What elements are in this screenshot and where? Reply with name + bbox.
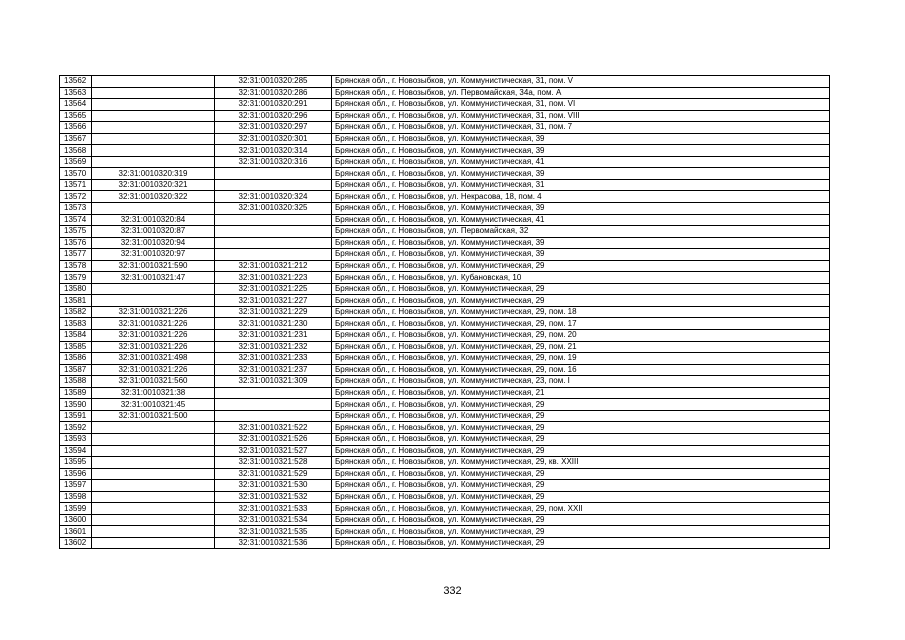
table-row [60, 445, 830, 457]
cadastral-number-cell [215, 168, 332, 180]
address-cell: Брянская обл., г. Новозыбков, ул. Коммунистическая, 29, пом. 18 [332, 306, 830, 318]
address-cell: Брянская обл., г. Новозыбков, ул. Коммунистическая, 29 [332, 260, 830, 272]
address-cell: Брянская обл., г. Новозыбков, ул. Коммунистическая, 31, пом. VI [332, 99, 830, 111]
cadastral-number-cell: 32:31:0010320:301 [215, 133, 332, 145]
table-row [60, 191, 830, 203]
row-number-cell: 13601 [60, 526, 92, 538]
table-row [60, 364, 830, 376]
cadastral-number-cell [215, 226, 332, 238]
cadastral-number-cell: 32:31:0010321:233 [215, 353, 332, 365]
parent-cadastral-number-cell [92, 133, 215, 145]
row-number-cell: 13592 [60, 422, 92, 434]
table-row [60, 99, 830, 111]
table-row [60, 387, 830, 399]
cadastral-number-cell: 32:31:0010321:227 [215, 295, 332, 307]
table-row [60, 145, 830, 157]
cadastral-number-cell: 32:31:0010320:297 [215, 122, 332, 134]
cadastral-number-cell: 32:31:0010321:223 [215, 272, 332, 284]
address-cell: Брянская обл., г. Новозыбков, ул. Коммунистическая, 29 [332, 399, 830, 411]
cadastral-number-cell: 32:31:0010320:286 [215, 87, 332, 99]
table-row [60, 156, 830, 168]
address-cell: Брянская обл., г. Новозыбков, ул. Коммунистическая, 29 [332, 295, 830, 307]
parent-cadastral-number-cell [92, 295, 215, 307]
parent-cadastral-number-cell: 32:31:0010321:500 [92, 410, 215, 422]
row-number-cell: 13587 [60, 364, 92, 376]
address-cell: Брянская обл., г. Новозыбков, ул. Коммунистическая, 39 [332, 203, 830, 215]
table-row [60, 168, 830, 180]
row-number-cell: 13584 [60, 330, 92, 342]
table-row [60, 318, 830, 330]
address-cell: Брянская обл., г. Новозыбков, ул. Коммунистическая, 21 [332, 387, 830, 399]
cadastral-number-cell: 32:31:0010321:231 [215, 330, 332, 342]
cadastral-number-cell: 32:31:0010320:324 [215, 191, 332, 203]
parent-cadastral-number-cell [92, 156, 215, 168]
table-row [60, 514, 830, 526]
row-number-cell: 13576 [60, 237, 92, 249]
parent-cadastral-number-cell: 32:31:0010321:226 [92, 330, 215, 342]
address-cell: Брянская обл., г. Новозыбков, ул. Коммунистическая, 29 [332, 537, 830, 549]
table-row [60, 295, 830, 307]
parent-cadastral-number-cell: 32:31:0010320:87 [92, 226, 215, 238]
address-cell: Брянская обл., г. Новозыбков, ул. Коммунистическая, 23, пом. I [332, 376, 830, 388]
cadastral-number-cell: 32:31:0010321:528 [215, 457, 332, 469]
parent-cadastral-number-cell: 32:31:0010320:321 [92, 179, 215, 191]
address-cell: Брянская обл., г. Новозыбков, ул. Коммунистическая, 29 [332, 422, 830, 434]
address-cell: Брянская обл., г. Новозыбков, ул. Коммунистическая, 29, пом. 16 [332, 364, 830, 376]
row-number-cell: 13591 [60, 410, 92, 422]
parent-cadastral-number-cell [92, 537, 215, 549]
address-cell: Брянская обл., г. Новозыбков, ул. Коммунистическая, 39 [332, 168, 830, 180]
parent-cadastral-number-cell [92, 468, 215, 480]
parent-cadastral-number-cell: 32:31:0010321:498 [92, 353, 215, 365]
parent-cadastral-number-cell [92, 422, 215, 434]
row-number-cell: 13569 [60, 156, 92, 168]
table-row [60, 480, 830, 492]
row-number-cell: 13582 [60, 306, 92, 318]
cadastral-number-cell: 32:31:0010320:314 [215, 145, 332, 157]
address-cell: Брянская обл., г. Новозыбков, ул. Коммунистическая, 29 [332, 526, 830, 538]
table-row [60, 306, 830, 318]
cadastral-number-cell: 32:31:0010320:325 [215, 203, 332, 215]
table-row [60, 133, 830, 145]
cadastral-number-cell: 32:31:0010321:536 [215, 537, 332, 549]
address-cell: Брянская обл., г. Новозыбков, ул. Коммунистическая, 41 [332, 214, 830, 226]
cadastral-number-cell: 32:31:0010321:237 [215, 364, 332, 376]
cadastral-number-cell: 32:31:0010321:532 [215, 491, 332, 503]
address-cell: Брянская обл., г. Новозыбков, ул. Коммунистическая, 39 [332, 237, 830, 249]
cadastral-number-cell [215, 387, 332, 399]
parent-cadastral-number-cell [92, 76, 215, 88]
row-number-cell: 13574 [60, 214, 92, 226]
row-number-cell: 13577 [60, 249, 92, 261]
row-number-cell: 13588 [60, 376, 92, 388]
address-cell: Брянская обл., г. Новозыбков, ул. Коммунистическая, 29 [332, 283, 830, 295]
row-number-cell: 13585 [60, 341, 92, 353]
parent-cadastral-number-cell: 32:31:0010321:45 [92, 399, 215, 411]
row-number-cell: 13597 [60, 480, 92, 492]
parent-cadastral-number-cell: 32:31:0010320:84 [92, 214, 215, 226]
cadastral-number-cell: 32:31:0010321:529 [215, 468, 332, 480]
address-cell: Брянская обл., г. Новозыбков, ул. Коммунистическая, 39 [332, 133, 830, 145]
row-number-cell: 13579 [60, 272, 92, 284]
row-number-cell: 13593 [60, 433, 92, 445]
address-cell: Брянская обл., г. Новозыбков, ул. Коммунистическая, 29, кв. XXIII [332, 457, 830, 469]
page-number: 332 [443, 585, 462, 597]
table-row [60, 122, 830, 134]
cadastral-number-cell [215, 249, 332, 261]
parent-cadastral-number-cell: 32:31:0010320:322 [92, 191, 215, 203]
address-cell: Брянская обл., г. Новозыбков, ул. Некрасова, 18, пом. 4 [332, 191, 830, 203]
row-number-cell: 13581 [60, 295, 92, 307]
parent-cadastral-number-cell: 32:31:0010321:590 [92, 260, 215, 272]
address-cell: Брянская обл., г. Новозыбков, ул. Коммунистическая, 29, пом. 21 [332, 341, 830, 353]
parent-cadastral-number-cell [92, 203, 215, 215]
address-cell: Брянская обл., г. Новозыбков, ул. Коммунистическая, 29, пом. 17 [332, 318, 830, 330]
cadastral-number-cell: 32:31:0010320:285 [215, 76, 332, 88]
cadastral-number-cell [215, 410, 332, 422]
table-row [60, 110, 830, 122]
parent-cadastral-number-cell: 32:31:0010321:226 [92, 318, 215, 330]
address-cell: Брянская обл., г. Новозыбков, ул. Коммунистическая, 29 [332, 514, 830, 526]
address-cell: Брянская обл., г. Новозыбков, ул. Первомайская, 34а, пом. А [332, 87, 830, 99]
row-number-cell: 13602 [60, 537, 92, 549]
row-number-cell: 13598 [60, 491, 92, 503]
row-number-cell: 13575 [60, 226, 92, 238]
table-row [60, 76, 830, 88]
parent-cadastral-number-cell: 32:31:0010321:226 [92, 306, 215, 318]
address-cell: Брянская обл., г. Новозыбков, ул. Коммунистическая, 29 [332, 468, 830, 480]
parent-cadastral-number-cell [92, 122, 215, 134]
table-row [60, 226, 830, 238]
cadastral-number-cell: 32:31:0010321:526 [215, 433, 332, 445]
cadastral-number-cell: 32:31:0010320:296 [215, 110, 332, 122]
parent-cadastral-number-cell [92, 445, 215, 457]
cadastral-number-cell: 32:31:0010321:309 [215, 376, 332, 388]
table-row [60, 503, 830, 515]
row-number-cell: 13589 [60, 387, 92, 399]
cadastral-number-cell: 32:31:0010320:291 [215, 99, 332, 111]
address-cell: Брянская обл., г. Новозыбков, ул. Коммунистическая, 39 [332, 249, 830, 261]
address-cell: Брянская обл., г. Новозыбков, ул. Первомайская, 32 [332, 226, 830, 238]
cadastral-number-cell: 32:31:0010321:533 [215, 503, 332, 515]
address-cell: Брянская обл., г. Новозыбков, ул. Коммунистическая, 29 [332, 491, 830, 503]
address-cell: Брянская обл., г. Новозыбков, ул. Коммунистическая, 29 [332, 433, 830, 445]
address-cell: Брянская обл., г. Новозыбков, ул. Коммунистическая, 31, пом. 7 [332, 122, 830, 134]
cadastral-number-cell: 32:31:0010321:232 [215, 341, 332, 353]
table-row [60, 422, 830, 434]
parent-cadastral-number-cell [92, 99, 215, 111]
cadastral-number-cell [215, 214, 332, 226]
table-row [60, 433, 830, 445]
cadastral-number-cell [215, 237, 332, 249]
cadastral-number-cell: 32:31:0010321:225 [215, 283, 332, 295]
table-row [60, 87, 830, 99]
cadastral-number-cell [215, 179, 332, 191]
address-cell: Брянская обл., г. Новозыбков, ул. Коммунистическая, 31, пом. V [332, 76, 830, 88]
parent-cadastral-number-cell [92, 491, 215, 503]
parent-cadastral-number-cell [92, 433, 215, 445]
property-register-table [59, 75, 830, 549]
table-row [60, 526, 830, 538]
table-row [60, 376, 830, 388]
table-row [60, 410, 830, 422]
row-number-cell: 13586 [60, 353, 92, 365]
table-row [60, 249, 830, 261]
row-number-cell: 13590 [60, 399, 92, 411]
cadastral-number-cell: 32:31:0010321:230 [215, 318, 332, 330]
parent-cadastral-number-cell [92, 514, 215, 526]
table-row [60, 341, 830, 353]
parent-cadastral-number-cell: 32:31:0010320:94 [92, 237, 215, 249]
row-number-cell: 13571 [60, 179, 92, 191]
row-number-cell: 13594 [60, 445, 92, 457]
cadastral-number-cell: 32:31:0010321:212 [215, 260, 332, 272]
table-row [60, 237, 830, 249]
cadastral-number-cell: 32:31:0010321:535 [215, 526, 332, 538]
address-cell: Брянская обл., г. Новозыбков, ул. Коммунистическая, 31, пом. VIII [332, 110, 830, 122]
cadastral-number-cell: 32:31:0010321:534 [215, 514, 332, 526]
row-number-cell: 13563 [60, 87, 92, 99]
cadastral-number-cell: 32:31:0010321:229 [215, 306, 332, 318]
row-number-cell: 13573 [60, 203, 92, 215]
table-row [60, 260, 830, 272]
parent-cadastral-number-cell [92, 87, 215, 99]
table-row [60, 468, 830, 480]
address-cell: Брянская обл., г. Новозыбков, ул. Коммунистическая, 29 [332, 480, 830, 492]
row-number-cell: 13599 [60, 503, 92, 515]
address-cell: Брянская обл., г. Новозыбков, ул. Коммунистическая, 29 [332, 410, 830, 422]
parent-cadastral-number-cell [92, 457, 215, 469]
cadastral-number-cell: 32:31:0010321:522 [215, 422, 332, 434]
row-number-cell: 13583 [60, 318, 92, 330]
table-body [60, 76, 830, 549]
parent-cadastral-number-cell [92, 283, 215, 295]
table-row [60, 214, 830, 226]
cadastral-number-cell [215, 399, 332, 411]
address-cell: Брянская обл., г. Новозыбков, ул. Коммунистическая, 41 [332, 156, 830, 168]
parent-cadastral-number-cell [92, 526, 215, 538]
address-cell: Брянская обл., г. Новозыбков, ул. Коммунистическая, 29, пом. 20 [332, 330, 830, 342]
table-row [60, 353, 830, 365]
row-number-cell: 13568 [60, 145, 92, 157]
cadastral-number-cell: 32:31:0010320:316 [215, 156, 332, 168]
row-number-cell: 13600 [60, 514, 92, 526]
address-cell: Брянская обл., г. Новозыбков, ул. Коммунистическая, 39 [332, 145, 830, 157]
parent-cadastral-number-cell: 32:31:0010321:47 [92, 272, 215, 284]
table-row [60, 537, 830, 549]
table-row [60, 399, 830, 411]
table-row [60, 179, 830, 191]
table-row [60, 203, 830, 215]
parent-cadastral-number-cell [92, 145, 215, 157]
address-cell: Брянская обл., г. Новозыбков, ул. Кубановская, 10 [332, 272, 830, 284]
row-number-cell: 13596 [60, 468, 92, 480]
row-number-cell: 13572 [60, 191, 92, 203]
address-cell: Брянская обл., г. Новозыбков, ул. Коммунистическая, 31 [332, 179, 830, 191]
table-row [60, 330, 830, 342]
row-number-cell: 13570 [60, 168, 92, 180]
parent-cadastral-number-cell: 32:31:0010321:226 [92, 364, 215, 376]
table-row [60, 283, 830, 295]
parent-cadastral-number-cell: 32:31:0010320:319 [92, 168, 215, 180]
cadastral-number-cell: 32:31:0010321:527 [215, 445, 332, 457]
parent-cadastral-number-cell [92, 503, 215, 515]
table-row [60, 491, 830, 503]
row-number-cell: 13566 [60, 122, 92, 134]
parent-cadastral-number-cell [92, 110, 215, 122]
parent-cadastral-number-cell: 32:31:0010321:226 [92, 341, 215, 353]
parent-cadastral-number-cell: 32:31:0010321:560 [92, 376, 215, 388]
row-number-cell: 13562 [60, 76, 92, 88]
table-row [60, 457, 830, 469]
parent-cadastral-number-cell: 32:31:0010321:38 [92, 387, 215, 399]
parent-cadastral-number-cell [92, 480, 215, 492]
table-row [60, 272, 830, 284]
row-number-cell: 13565 [60, 110, 92, 122]
cadastral-number-cell: 32:31:0010321:530 [215, 480, 332, 492]
address-cell: Брянская обл., г. Новозыбков, ул. Коммунистическая, 29 [332, 445, 830, 457]
row-number-cell: 13567 [60, 133, 92, 145]
row-number-cell: 13578 [60, 260, 92, 272]
parent-cadastral-number-cell: 32:31:0010320:97 [92, 249, 215, 261]
row-number-cell: 13580 [60, 283, 92, 295]
address-cell: Брянская обл., г. Новозыбков, ул. Коммунистическая, 29, пом. 19 [332, 353, 830, 365]
row-number-cell: 13564 [60, 99, 92, 111]
address-cell: Брянская обл., г. Новозыбков, ул. Коммунистическая, 29, пом. XXII [332, 503, 830, 515]
row-number-cell: 13595 [60, 457, 92, 469]
